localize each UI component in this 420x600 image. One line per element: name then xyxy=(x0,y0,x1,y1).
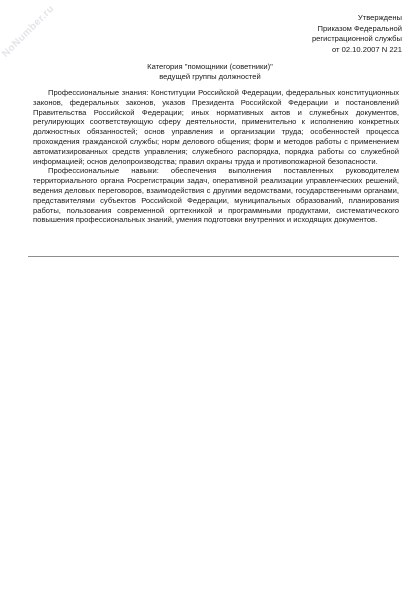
paragraph-professional-skills: Профессиональные навыки: обеспечения выполнения поставленных руководителем территориального органа Росрегистрации задач, оперативной реализации управленческих решений, ведения деловых переговоров, взаимодействия с другими ведомствами, государственными органами, представителями субъектов Российской Федерации, муниципальных образований, планирования работы, пользования современной оргтехникой и программными продуктами, систематического повышения профессиональных знаний, умения подготовки внутренних и исходящих документов. xyxy=(33,166,399,225)
approval-block xyxy=(202,13,402,55)
page-divider xyxy=(28,256,399,257)
title-group: ведущей группы должностей xyxy=(159,72,261,81)
approval-line-date: от 02.10.2007 N 221 xyxy=(331,44,402,54)
title-category: Категория "помощники (советники)" xyxy=(147,62,273,71)
watermark-text: NoNumber.ru xyxy=(0,3,57,60)
document-body xyxy=(33,88,399,225)
paragraph-professional-knowledge: Профессиональные знания: Конституции Российской Федерации, федеральных конституционных законов, федеральных законов, указов Президента Российской Федерации и постановлений Правительства Российской Федерации; иных нормативных актов и служебных документов, регулирующих соответствующую сферу деятельности, применительно к исполнению конкретных должностных обязанностей; основ управления и организации труда; особенностей процесса прохождения гражданской службы; норм делового общения; форм и методов работы с применением автоматизированных средств управления; служебного распорядка, порядка работы со служебной информацией; основ делопроизводства; правил охраны труда и противопожарной безопасности. xyxy=(33,88,399,166)
approval-line-order: Приказом Федеральной xyxy=(317,23,402,33)
document-title xyxy=(0,62,420,82)
approval-line-service: регистрационной службы xyxy=(311,34,402,43)
approval-line-approved: Утверждены xyxy=(357,13,402,22)
